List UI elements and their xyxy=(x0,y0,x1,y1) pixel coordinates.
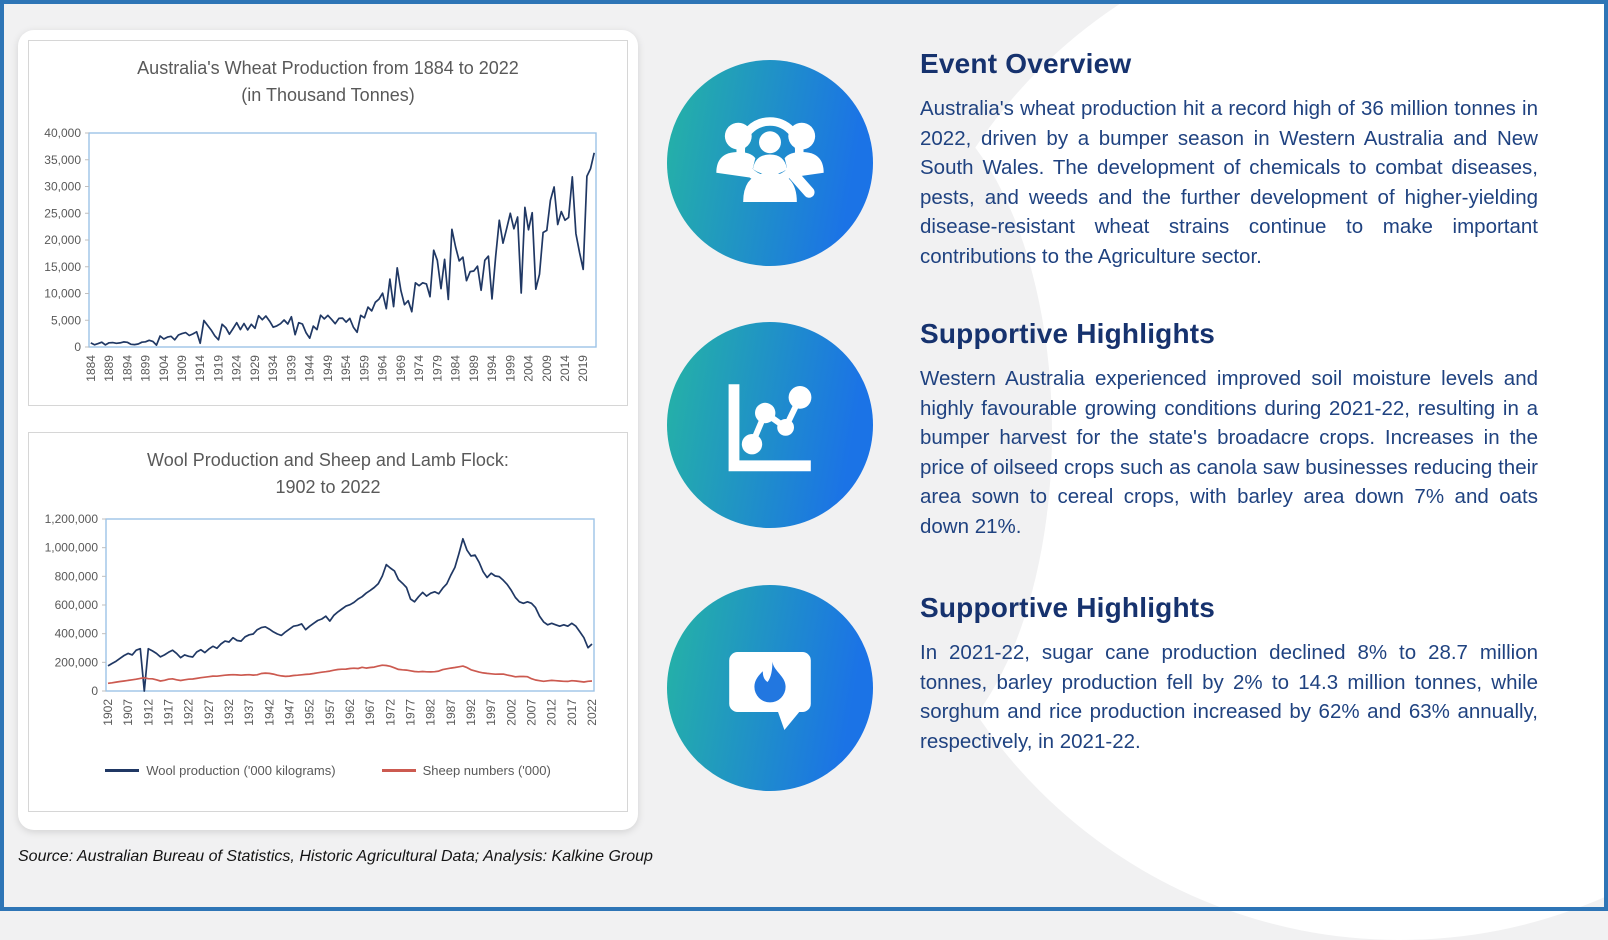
wool-chart-legend xyxy=(29,763,627,778)
x-tick-label: 1997 xyxy=(484,699,499,726)
x-tick-label: 1964 xyxy=(375,355,390,382)
sheep-line-swatch xyxy=(382,769,416,771)
y-tick-label: 800,000 xyxy=(54,569,98,584)
x-tick-label: 1949 xyxy=(320,355,335,382)
x-tick-label: 1922 xyxy=(181,699,196,726)
y-tick-label: 200,000 xyxy=(54,655,98,670)
x-tick-label: 1959 xyxy=(357,355,372,382)
wheat-chart-title-line1: Australia's Wheat Production from 1884 to 2022 xyxy=(137,58,519,78)
x-tick-label: 1942 xyxy=(262,699,277,726)
x-tick-label: 1994 xyxy=(485,355,500,382)
y-tick-label: 10,000 xyxy=(44,286,81,301)
x-tick-label: 2009 xyxy=(539,355,554,382)
x-tick-label: 1954 xyxy=(339,355,354,382)
series-line xyxy=(91,153,594,345)
x-tick-label: 2007 xyxy=(524,699,539,726)
x-tick-label: 1904 xyxy=(156,355,171,382)
x-tick-label: 2012 xyxy=(544,699,559,726)
x-tick-label: 1914 xyxy=(193,355,208,382)
wool-chart-title-line2: 1902 to 2022 xyxy=(275,477,381,497)
x-tick-label: 1884 xyxy=(83,355,98,382)
x-tick-label: 1919 xyxy=(211,355,226,382)
x-tick-label: 1889 xyxy=(102,355,117,382)
x-tick-label: 1957 xyxy=(322,699,337,726)
x-tick-label: 1907 xyxy=(121,699,136,726)
x-tick-label: 1969 xyxy=(393,355,408,382)
x-tick-label: 1912 xyxy=(141,699,156,726)
x-tick-label: 2019 xyxy=(576,355,591,382)
wool-line-swatch xyxy=(105,769,139,771)
x-tick-label: 1894 xyxy=(120,355,135,382)
x-tick-label: 1932 xyxy=(222,699,237,726)
x-tick-label: 1924 xyxy=(229,355,244,382)
section-body: In 2021-22, sugar cane production declined 8% to 28.7 million tonnes, barley production fell by 2% to 14.3 million tonnes, while sorghum and rice production increased by 62% and 63% annually, respectively, in 2021-22. xyxy=(920,641,1538,753)
x-tick-label: 1939 xyxy=(284,355,299,382)
wool-chart-plot xyxy=(29,433,627,759)
x-tick-label: 1977 xyxy=(403,699,418,726)
line-chart-icon xyxy=(710,365,830,485)
x-tick-label: 1992 xyxy=(463,699,478,726)
x-tick-label: 1917 xyxy=(161,699,176,726)
x-tick-label: 2017 xyxy=(564,699,579,726)
event-overview-badge xyxy=(667,60,873,266)
x-tick-label: 1927 xyxy=(201,699,216,726)
x-tick-label: 1909 xyxy=(175,355,190,382)
section-heading: Event Overview xyxy=(920,48,1132,79)
y-tick-label: 1,000,000 xyxy=(44,540,98,555)
y-tick-label: 600,000 xyxy=(54,598,98,612)
wheat-chart-title-line2: (in Thousand Tonnes) xyxy=(241,85,415,105)
x-tick-label: 1979 xyxy=(430,355,445,382)
legend-item-sheep xyxy=(382,763,551,778)
x-tick-label: 1902 xyxy=(101,699,116,726)
series-line xyxy=(108,665,592,683)
section-heading: Supportive Highlights xyxy=(920,592,1216,623)
charts-card xyxy=(18,30,638,830)
legend-item-wool xyxy=(105,763,335,778)
y-tick-label: 15,000 xyxy=(44,259,81,274)
flame-message-icon xyxy=(710,628,830,748)
source-note: Source: Australian Bureau of Statistics, Historic Agricultural Data; Analysis: Kalkine Group xyxy=(18,848,653,865)
x-tick-label: 1934 xyxy=(266,355,281,382)
section-supportive-highlights-2 xyxy=(920,592,1538,756)
y-tick-label: 0 xyxy=(91,684,98,698)
x-tick-label: 1987 xyxy=(443,699,458,726)
x-tick-label: 1972 xyxy=(383,699,398,726)
y-tick-label: 20,000 xyxy=(44,233,81,247)
y-tick-label: 35,000 xyxy=(44,152,81,167)
supportive-highlights-2-badge xyxy=(667,585,873,791)
section-body: Western Australia experienced improved soil moisture levels and highly favourable growing conditions during 2021-22, resulting in a bumper harvest for the state's broadacre crops. Increases in the price of oilseed crops such as canola saw businesses reducing their area sown to cereal crops, with barley area down 7% and oats down 21%. xyxy=(920,367,1538,538)
x-tick-label: 1999 xyxy=(503,355,518,382)
x-tick-label: 2022 xyxy=(584,699,599,726)
y-tick-label: 40,000 xyxy=(44,126,81,140)
y-tick-label: 30,000 xyxy=(44,179,81,194)
x-tick-label: 1929 xyxy=(247,355,262,382)
y-tick-label: 0 xyxy=(74,340,81,354)
x-tick-label: 1899 xyxy=(138,355,153,382)
x-tick-label: 1947 xyxy=(282,699,297,726)
x-tick-label: 2014 xyxy=(557,355,572,382)
section-event-overview xyxy=(920,48,1538,271)
wool-chart-title-line1: Wool Production and Sheep and Lamb Flock: xyxy=(147,450,509,470)
x-tick-label: 2002 xyxy=(504,699,519,726)
sheep-legend-label: Sheep numbers ('000) xyxy=(422,763,551,778)
audience-search-icon xyxy=(709,102,831,224)
x-tick-label: 1944 xyxy=(302,355,317,382)
wheat-chart xyxy=(28,40,628,406)
supportive-highlights-1-badge xyxy=(667,322,873,528)
y-tick-label: 5,000 xyxy=(50,313,81,328)
section-heading: Supportive Highlights xyxy=(920,318,1216,349)
section-supportive-highlights-1 xyxy=(920,318,1538,541)
x-tick-label: 1937 xyxy=(242,699,257,726)
x-tick-label: 1984 xyxy=(448,355,463,382)
x-tick-label: 1962 xyxy=(343,699,357,726)
x-tick-label: 1952 xyxy=(302,699,317,726)
wool-legend-label: Wool production ('000 kilograms) xyxy=(146,763,336,778)
x-tick-label: 1967 xyxy=(363,699,378,726)
x-tick-label: 1989 xyxy=(466,355,481,382)
x-tick-label: 1982 xyxy=(423,699,438,726)
y-tick-label: 25,000 xyxy=(44,206,81,221)
y-tick-label: 400,000 xyxy=(54,626,98,641)
section-body: Australia's wheat production hit a record high of 36 million tonnes in 2022, driven by a bumper season in Western Australia and New South Wales. The development of chemicals to combat diseases, pests, and weeds and the further development of higher-yielding disease-resistant wheat strains continue to make important contributions to the Agriculture sector. xyxy=(920,97,1538,268)
wool-chart xyxy=(28,432,628,812)
y-tick-label: 1,200,000 xyxy=(44,512,98,526)
x-tick-label: 1974 xyxy=(412,355,427,382)
x-tick-label: 2004 xyxy=(521,355,536,382)
wheat-chart-plot xyxy=(29,41,627,403)
